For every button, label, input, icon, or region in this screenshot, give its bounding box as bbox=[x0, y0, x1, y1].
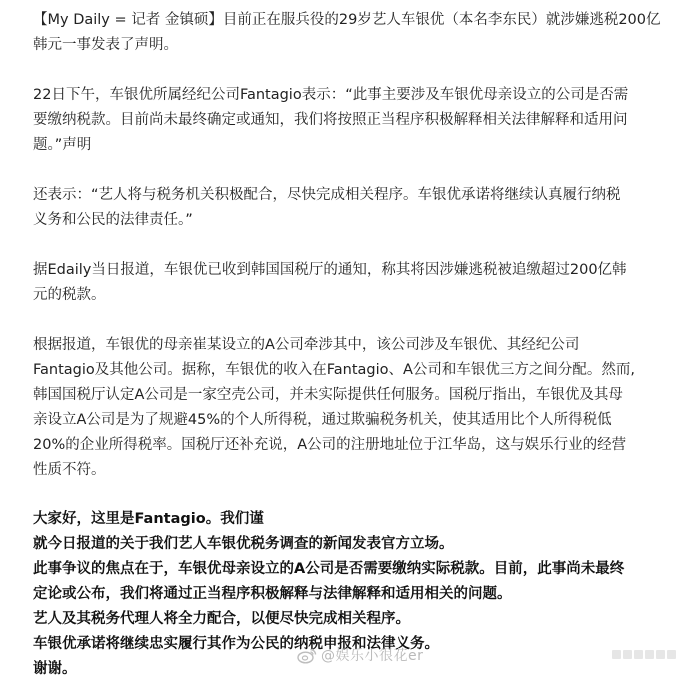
paragraph-agency-statement bbox=[33, 83, 673, 158]
text-line: 要缴纳税款。目前尚未最终确定或通知，我们将按照正当程序积极解释相关法律解释和适用问 bbox=[33, 112, 628, 128]
statement-line: 大家好，这里是Fantagio。我们谨 bbox=[33, 511, 264, 527]
text-line: 还表示：“艺人将与税务机关积极配合，尽快完成相关程序。车银优承诺将继续认真履行纳税 bbox=[33, 187, 621, 203]
statement-line: 此事争议的焦点在于，车银优母亲设立的A公司是否需要缴纳实际税款。目前，此事尚未最终 bbox=[33, 561, 625, 577]
statement-line: 艺人及其税务代理人将全力配合，以便尽快完成相关程序。 bbox=[33, 611, 410, 627]
pagination-dots-icon bbox=[610, 650, 676, 659]
text-line: 性质不符。 bbox=[33, 462, 106, 478]
text-line: 义务和公民的法律责任。” bbox=[33, 212, 193, 228]
article-body bbox=[33, 8, 673, 682]
text-line: 亲设立A公司是为了规避45%的个人所得税，通过欺骗税务机关，使其适用比个人所得税低 bbox=[33, 412, 612, 428]
paragraph-details bbox=[33, 333, 673, 483]
statement-line: 定论或公布，我们将通过正当程序积极解释与法律解释和适用相关的问题。 bbox=[33, 586, 512, 602]
text-line: 20%的企业所得税率。国税厅还补充说，A公司的注册地址位于江华岛，这与娱乐行业的经营 bbox=[33, 437, 627, 453]
text-line: 根据报道，车银优的母亲崔某设立的A公司牵涉其中，该公司涉及车银优、其经纪公司 bbox=[33, 337, 580, 353]
paragraph-intro bbox=[33, 8, 673, 58]
paragraph-agency-quote bbox=[33, 183, 673, 233]
weibo-logo-icon bbox=[297, 647, 317, 664]
statement-line: 谢谢。 bbox=[33, 661, 77, 677]
text-line: 题。”声明 bbox=[33, 137, 92, 153]
weibo-watermark bbox=[297, 645, 423, 665]
text-line: 【My Daily = 记者 金镇硕】目前正在服兵役的29岁艺人车银优（本名李东民）就涉嫌逃税200亿 bbox=[33, 12, 661, 28]
text-line: Fantagio及其他公司。据称，车银优的收入在Fantagio、A公司和车银优三方之间分配。然而, bbox=[33, 362, 636, 378]
watermark-text: @娱乐小很花er bbox=[321, 648, 424, 664]
text-line: 元的税款。 bbox=[33, 287, 106, 303]
statement-line: 车银优承诺将继续忠实履行其作为公民的纳税申报和法律义务。 bbox=[33, 636, 439, 652]
paragraph-edaily-report bbox=[33, 258, 673, 308]
text-line: 韩国国税厅认定A公司是一家空壳公司，并未实际提供任何服务。国税厅指出，车银优及其母 bbox=[33, 387, 623, 403]
text-line: 韩元一事发表了声明。 bbox=[33, 37, 178, 53]
text-line: 据Edaily当日报道，车银优已收到韩国国税厅的通知，称其将因涉嫌逃税被追缴超过200亿韩 bbox=[33, 262, 627, 278]
text-line: 22日下午，车银优所属经纪公司Fantagio表示：“此事主要涉及车银优母亲设立的公司是否需 bbox=[33, 87, 629, 103]
statement-line: 就今日报道的关于我们艺人车银优税务调查的新闻发表官方立场。 bbox=[33, 536, 454, 552]
